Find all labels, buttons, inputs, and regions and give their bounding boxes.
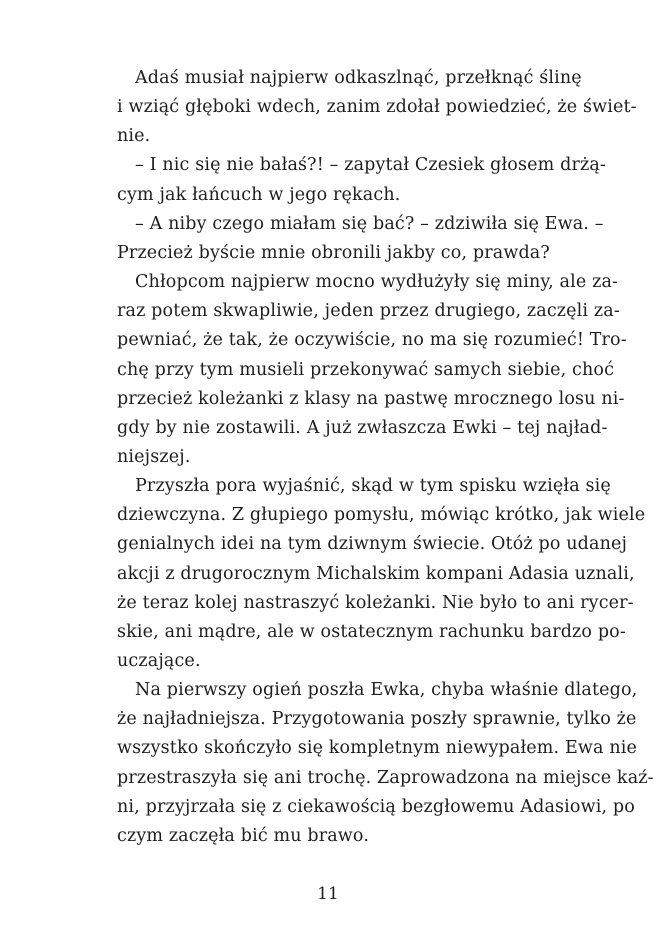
text-line: ni, przyjrzała się z ciekawością bezgłowemu Adasiowi, po xyxy=(117,796,635,817)
text-line: Na pierwszy ogień poszła Ewka, chyba właśnie dlatego, xyxy=(135,680,638,701)
text-line: gdy by nie zostawili. A już zwłaszcza Ewki – tej najład- xyxy=(117,417,608,438)
text-line: Przyszła pora wyjaśnić, skąd w tym spisku wzięła się xyxy=(135,476,611,497)
text-line: i wziąć głęboki wdech, zanim zdołał powiedzieć, że świet- xyxy=(117,97,637,118)
text-line: cym jak łańcuch w jego rękach. xyxy=(117,184,401,205)
page-number: 11 xyxy=(317,884,339,904)
text-line: akcji z drugorocznym Michalskim kompani Adasia uznali, xyxy=(117,563,635,584)
text-line: przestraszyła się ani trochę. Zaprowadzona na miejsce kaź- xyxy=(117,767,654,788)
text-line: raz potem skwapliwie, jeden przez drugiego, zaczęli za- xyxy=(117,301,620,322)
text-line: chę przy tym musieli przekonywać samych siebie, choć xyxy=(117,359,615,380)
text-line: pewniać, że tak, że oczywiście, no ma się rozumieć! Tro- xyxy=(117,330,627,351)
text-line: niejszej. xyxy=(117,446,191,467)
text-line: Chłopcom najpierw mocno wydłużyły się miny, ale za- xyxy=(135,272,619,292)
text-line: Przecież byście mnie obronili jakby co, prawda? xyxy=(117,242,550,263)
text-line: nie. xyxy=(117,126,151,147)
text-line: genialnych idei na tym dziwnym świecie. Otóż po udanej xyxy=(117,534,628,555)
text-line: – I nic się nie bałaś?! – zapytał Czesiek głosem drżą- xyxy=(135,155,606,176)
text-line: przecież koleżanki z klasy na pastwę mrocznego losu ni- xyxy=(117,388,625,409)
text-line: czym zaczęła bić mu brawo. xyxy=(117,825,370,846)
text-line: Adaś musiał najpierw odkaszlnąć, przełknąć ślinę xyxy=(135,68,582,88)
text-line: że teraz kolej nastraszyć koleżanki. Nie było to ani rycer- xyxy=(117,592,634,613)
text-line: uczające. xyxy=(117,651,201,671)
text-line: że najładniejsza. Przygotowania poszły sprawnie, tylko że xyxy=(117,709,637,730)
text-line: wszystko skończyło się kompletnym niewypałem. Ewa nie xyxy=(117,738,637,759)
text-line: dziewczyna. Z głupiego pomysłu, mówiąc krótko, jak wiele xyxy=(117,505,646,526)
text-line: – A niby czego miałam się bać? – zdziwiła się Ewa. – xyxy=(135,213,604,234)
text-line: skie, ani mądre, ale w ostatecznym rachunku bardzo po- xyxy=(117,621,626,642)
